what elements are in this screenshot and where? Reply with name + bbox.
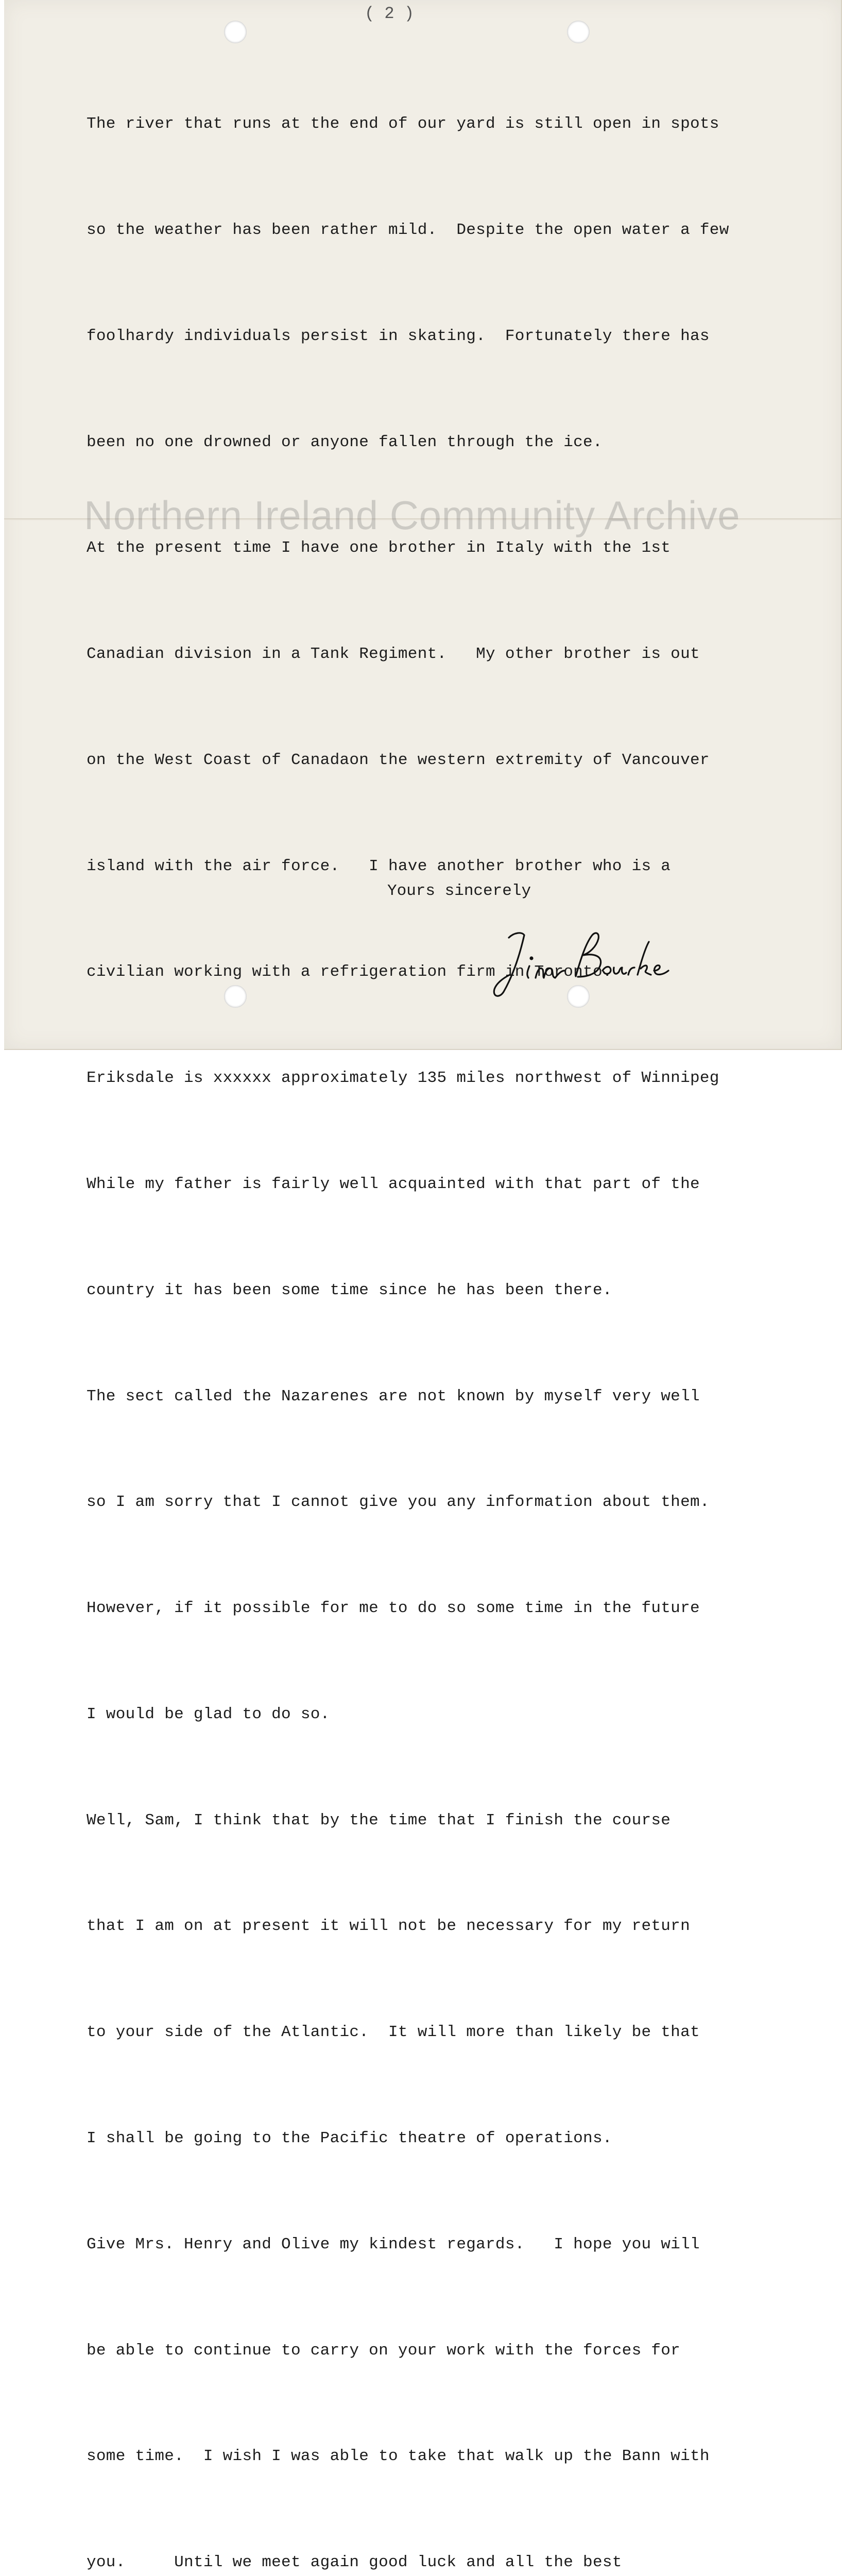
- letter-line: The sect called the Nazarenes are not known by myself very well: [87, 1387, 700, 1405]
- letter-line: Well, Sam, I think that by the time that I finish the course: [87, 1811, 671, 1829]
- archive-watermark: Northern Ireland Community Archive: [84, 493, 741, 538]
- letter-line: The river that runs at the end of our yard is still open in spots: [87, 115, 719, 133]
- letter-line: be able to continue to carry on your work with the forces for: [87, 2341, 681, 2360]
- letter-line: so I am sorry that I cannot give you any information about them.: [87, 1493, 710, 1512]
- letter-line: country it has been some time since he has been there.: [87, 1281, 612, 1299]
- letter-line: been no one drowned or anyone fallen through the ice.: [87, 433, 603, 451]
- letter-line: you. Until we meet again good luck and all the best: [87, 2553, 622, 2572]
- page-number: ( 2 ): [365, 4, 415, 23]
- letter-line: foolhardy individuals persist in skating. Fortunately there has: [87, 327, 710, 345]
- handwritten-signature: [473, 917, 710, 999]
- closing-line: Yours sincerely: [387, 882, 531, 900]
- letter-line: to your side of the Atlantic. It will more than likely be that: [87, 2023, 700, 2042]
- letter-line: Eriksdale is xxxxxx approximately 135 miles northwest of Winnipeg: [87, 1069, 719, 1088]
- letter-line: civilian working with a refrigeration firm in Toronto.: [87, 963, 612, 981]
- letter-line: Canadian division in a Tank Regiment. My other brother is out: [87, 645, 700, 664]
- letter-body: [87, 36, 807, 2576]
- letter-line: Give Mrs. Henry and Olive my kindest regards. I hope you will: [87, 2235, 700, 2253]
- letter-line: some time. I wish I was able to take that walk up the Bann with: [87, 2447, 710, 2466]
- letter-line: At the present time I have one brother in Italy with the 1st: [87, 539, 671, 557]
- letter-page: [4, 0, 842, 2572]
- letter-line: island with the air force. I have another brother who is a: [87, 857, 671, 875]
- letter-line: so the weather has been rather mild. Despite the open water a few: [87, 221, 729, 239]
- letter-line: While my father is fairly well acquainted with that part of the: [87, 1175, 700, 1193]
- letter-line: However, if it possible for me to do so some time in the future: [87, 1599, 700, 1618]
- letter-line: I shall be going to the Pacific theatre of operations.: [87, 2129, 612, 2148]
- letter-line: that I am on at present it will not be necessary for my return: [87, 1917, 690, 1936]
- letter-line: I would be glad to do so.: [87, 1705, 330, 1723]
- letter-line: on the West Coast of Canadaon the western extremity of Vancouver: [87, 751, 710, 769]
